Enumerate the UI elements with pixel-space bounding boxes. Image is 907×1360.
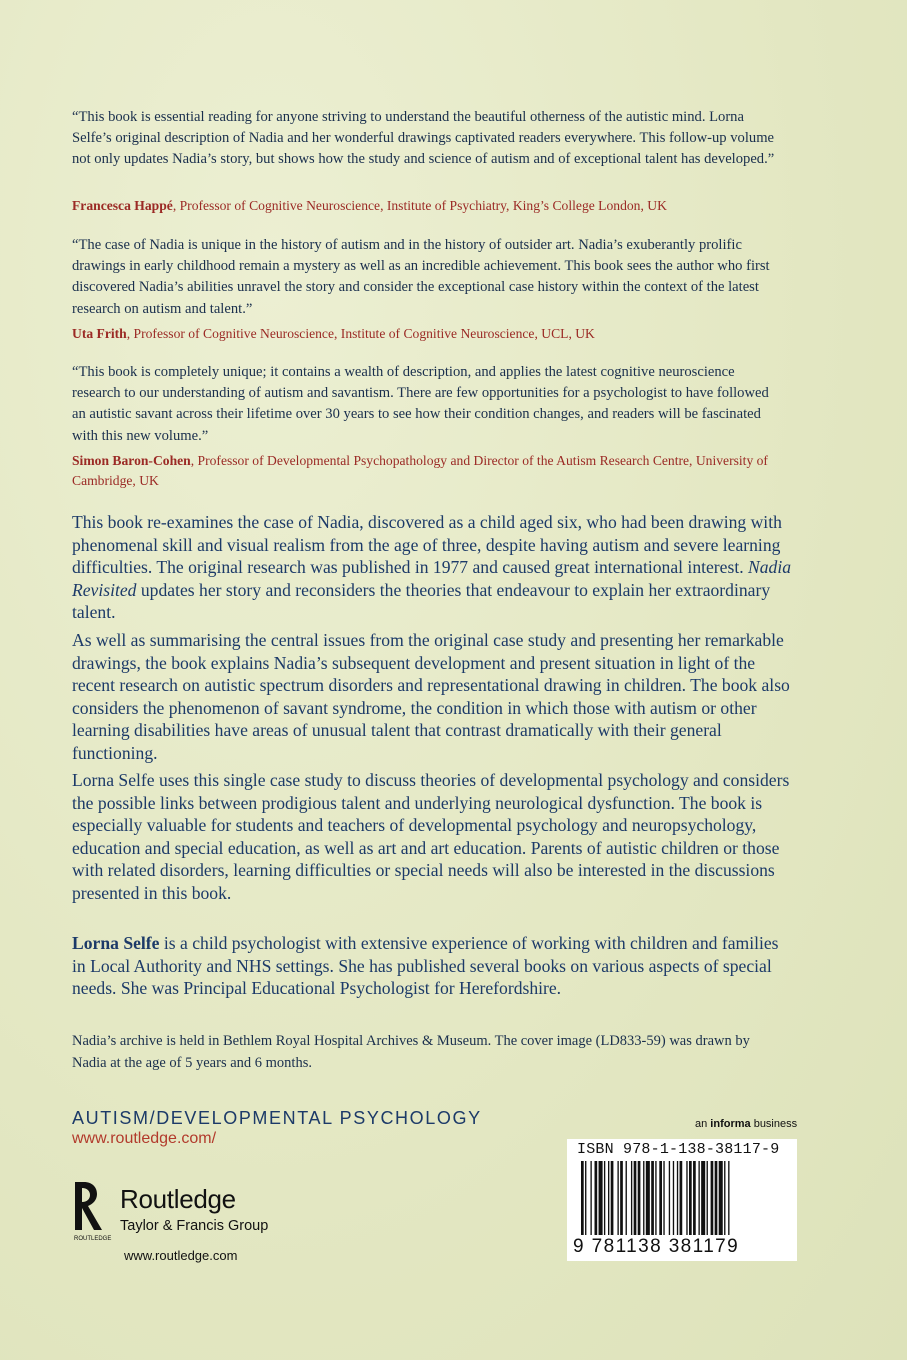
isbn-number: ISBN 978-1-138-38117-9	[577, 1141, 780, 1158]
barcode-bar	[715, 1161, 718, 1235]
publisher-url[interactable]: www.routledge.com	[124, 1248, 238, 1263]
endorser-affiliation: , Professor of Cognitive Neuroscience, Institute of Cognitive Neuroscience, UCL, UK	[126, 326, 595, 341]
barcode-bar	[595, 1161, 598, 1235]
barcode-bar	[585, 1161, 586, 1235]
endorser-affiliation: , Professor of Developmental Psychopathology and Director of the Autism Research Centre, University of Cambridge, UK	[72, 453, 768, 488]
barcode-bar	[724, 1161, 725, 1235]
barcode-bar	[608, 1161, 609, 1235]
endorser-name: Simon Baron-Cohen	[72, 453, 191, 468]
author-name: Lorna Selfe	[72, 933, 160, 953]
barcode-bar	[611, 1161, 614, 1235]
endorsement-attribution-1	[72, 196, 802, 216]
author-bio: Lorna Selfe is a child psychologist with extensive experience of working with children and families in Local Authority and NHS settings. She has published several books on various aspects of special needs. She was Principal Educational Psychologist for Herefordshire.	[72, 933, 779, 999]
barcode-digits: 9 781138 381179	[573, 1236, 740, 1257]
barcode-bar	[643, 1161, 644, 1235]
endorsement-quote-3: “This book is completely unique; it contains a wealth of description, and applies the latest cognitive neuroscience research to our understanding of autism and savantism. There are few opportunities for a psychologist to have followed an autistic savant across their lifetime over 30 years to see how their condition changes, and readers will be fascinated with this new volume.”	[72, 364, 769, 444]
barcode-bar	[626, 1161, 627, 1235]
barcode-bar	[711, 1161, 714, 1235]
barcode-bar	[638, 1161, 641, 1235]
barcode-bar	[590, 1161, 591, 1235]
isbn-barcode	[567, 1139, 797, 1261]
book-title: Nadia Revisited	[72, 557, 792, 600]
barcode-bar	[620, 1161, 623, 1235]
publisher-group: Taylor & Francis Group	[120, 1218, 269, 1234]
barcode-bar	[698, 1161, 699, 1235]
barcode-bar	[634, 1161, 637, 1235]
barcode-bar	[701, 1161, 705, 1235]
barcode-bar	[655, 1161, 656, 1235]
barcode-bar	[673, 1161, 674, 1235]
barcode-bar	[693, 1161, 696, 1235]
barcode-bar	[604, 1161, 605, 1235]
publisher-name: Routledge	[120, 1184, 236, 1214]
subject-category: AUTISM/DEVELOPMENTAL PSYCHOLOGY	[72, 1108, 482, 1128]
endorsement-quote-1: “This book is essential reading for anyone striving to understand the beautiful otherness of the autistic mind. Lorna Selfe’s original description of Nadia and her wonderful drawings captivated readers everywhere. This follow-up volume not only updates Nadia’s story, but shows how the study and science of autism and of exceptional talent has developed.”	[72, 109, 775, 168]
barcode-bar	[651, 1161, 654, 1235]
barcode-bar	[677, 1161, 678, 1235]
website-link[interactable]: www.routledge.com/	[72, 1130, 217, 1147]
logo-mark-text: ROUTLEDGE	[74, 1236, 112, 1242]
description-paragraph-2: As well as summarising the central issues from the original case study and presenting her remarkable drawings, the book explains Nadia’s subsequent development and present situation in light of the recent research on autistic spectrum disorders and representational drawing in children. The book also considers the phenomenon of savant syndrome, the condition in which those with autism or other learning disabilities have areas of unusual talent that contrast dramatically with their general functioning.	[72, 630, 790, 763]
endorsement-attribution-3	[72, 451, 794, 491]
endorsement-attribution-2	[72, 324, 802, 344]
endorser-name: Uta Frith	[72, 326, 127, 341]
barcode-bar	[686, 1161, 687, 1235]
routledge-logo-icon	[70, 1180, 112, 1242]
barcode-bar	[689, 1161, 692, 1235]
barcode-bar	[680, 1161, 683, 1235]
barcode-bar	[581, 1161, 584, 1235]
barcode-bar	[617, 1161, 618, 1235]
endorsement-quote-2: “The case of Nadia is unique in the history of autism and in the history of outsider art. Nadia’s exuberantly prolific drawings in early childhood remain a mystery as well as an incredible achievement. This book sees the author who first discovered Nadia’s abilities unravel the story and consider the exceptional case history within the context of the latest research on autism and talent.”	[72, 237, 770, 317]
barcode-bars-icon	[579, 1161, 785, 1239]
endorser-affiliation: , Professor of Cognitive Neuroscience, Institute of Psychiatry, King’s College London, UK	[172, 198, 667, 213]
barcode-bar	[728, 1161, 729, 1235]
barcode-bar	[646, 1161, 650, 1235]
endorser-name: Francesca Happé	[72, 198, 173, 213]
archive-note: Nadia’s archive is held in Bethlem Royal Hospital Archives & Museum. The cover image (LD833-59) was drawn by Nadia at the age of 5 years and 6 months.	[72, 1033, 750, 1071]
barcode-bar	[707, 1161, 708, 1235]
barcode-bar	[719, 1161, 723, 1235]
description-paragraph-3: Lorna Selfe uses this single case study to discuss theories of developmental psychology and considers the possible links between prodigious talent and underlying neurological dysfunction. The book is especially valuable for students and teachers of developmental psychology and neuropsychology, education and special education, as well as art and art education. Parents of autistic children or those with related disorders, learning difficulties or special needs will also be interested in the discussions presented in this book.	[72, 770, 790, 903]
barcode-bar	[669, 1161, 670, 1235]
informa-business-label: an informa business	[695, 1118, 798, 1130]
publisher-logo	[70, 1180, 290, 1244]
barcode-bar	[599, 1161, 603, 1235]
barcode-bar	[659, 1161, 662, 1235]
barcode-bar	[663, 1161, 664, 1235]
informa-brand: informa	[710, 1118, 751, 1130]
description-paragraph-1: This book re-examines the case of Nadia, discovered as a child aged six, who had been drawing with phenomenal skill and visual realism from the age of three, despite having autism and severe learning difficulties. The original research was published in 1977 and caused great international interest. Nadia Revisited updates her story and reconsiders the theories that endeavour to explain her extraordinary talent.	[72, 512, 792, 623]
barcode-bar	[631, 1161, 632, 1235]
